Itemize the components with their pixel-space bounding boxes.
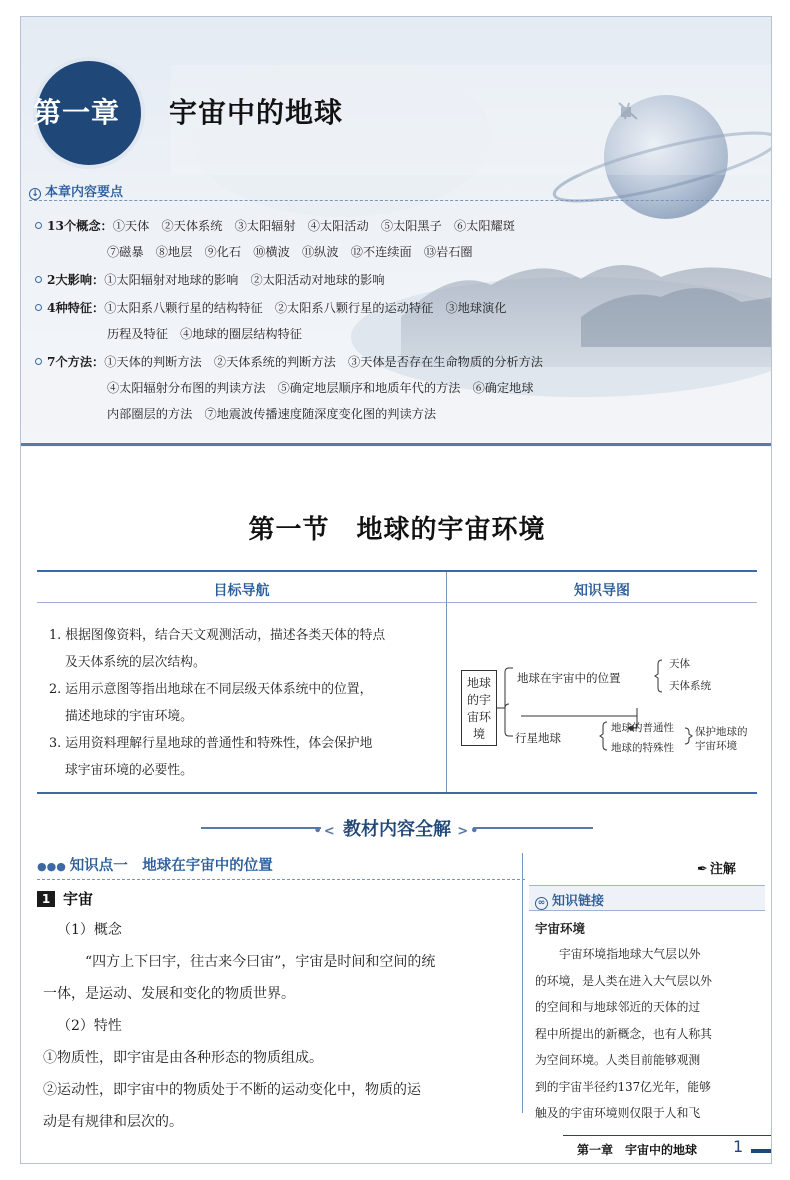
summary-text: 内部圈层的方法 ⑦地震波传播速度随深度变化图的判读方法	[107, 407, 437, 421]
goal-item-line: 球宇宙环境的必要性。	[65, 763, 193, 778]
summary-text: ⑦磁暴 ⑧地层 ⑨化石 ⑩横波 ⑪纵波 ⑫不连续面 ⑬岩石圈	[107, 245, 473, 259]
content-heading-text: 教材内容全解	[343, 819, 451, 840]
knowledge-map-heading-rule	[447, 602, 757, 603]
goal-item-line: 描述地球的宇宙环境。	[65, 709, 193, 724]
body-line: 动是有规律和层次的。	[43, 1114, 183, 1130]
summary-line	[35, 213, 595, 239]
footer-rule	[563, 1135, 772, 1136]
body-line: （2）特性	[57, 1018, 122, 1034]
page-number: 1	[733, 1137, 744, 1156]
footer-chapter-text: 第一章 宇宙中的地球	[577, 1143, 698, 1157]
summary-group	[35, 267, 595, 293]
summary-group	[35, 349, 595, 427]
chapter-summary-heading	[29, 181, 123, 200]
knowledge-point-heading-text: 知识点一 地球在宇宙中的位置	[69, 858, 273, 874]
page	[20, 16, 772, 1164]
knowledge-map-leaf-specialness: 地球的特殊性	[611, 742, 674, 754]
footer-accent-bar	[751, 1149, 772, 1153]
summary-line	[35, 321, 595, 347]
summary-text: ④太阳辐射分布图的判读方法 ⑤确定地层顺序和地质年代的方法 ⑥确定地球	[107, 381, 534, 395]
goal-item-line: 1. 根据图像资料，结合天文观测活动，描述各类天体的特点	[49, 628, 386, 643]
knowledge-link-heading	[535, 890, 604, 910]
summary-line	[35, 295, 595, 321]
download-arrow-icon: ↓	[29, 188, 41, 200]
chapter-header-band	[21, 17, 772, 447]
navigation-box	[37, 570, 757, 794]
body-line: （1）概念	[57, 922, 122, 938]
summary-line	[35, 239, 595, 265]
sidebar-line: 宇宙环境指地球大气层以外	[559, 947, 701, 961]
body-line: 一体，是运动、发展和变化的物质世界。	[43, 986, 295, 1002]
summary-key: 4种特征：	[47, 301, 105, 315]
knowledge-map-branch-position: 地球在宇宙中的位置	[517, 671, 621, 685]
chapter-summary-list	[35, 213, 595, 429]
sidebar-line: 的空间和与地球邻近的天体的过	[535, 1000, 701, 1014]
sidebar-line: 到的宇宙半径约137亿光年，能够	[535, 1079, 711, 1094]
summary-key: 7个方法：	[47, 355, 105, 369]
chapter-title: 宇宙中的地球	[169, 96, 344, 129]
knowledge-map	[447, 612, 757, 792]
sidebar-line: 触及的宇宙环境则仅限于人和飞	[535, 1106, 701, 1120]
knowledge-point-heading	[37, 854, 273, 875]
subsection-number: 1	[37, 891, 55, 907]
goal-item-line: 及天体系统的层次结构。	[65, 655, 206, 670]
summary-line	[35, 349, 595, 375]
knowledge-map-leaf-ordinariness: 地球的普通性	[611, 722, 674, 734]
body-text	[43, 914, 533, 1138]
summary-text: ①太阳辐射对地球的影响 ②太阳活动对地球的影响	[104, 273, 385, 287]
sidebar-text	[535, 941, 765, 1127]
chapter-header-rule	[21, 443, 772, 446]
goal-list	[49, 622, 437, 784]
knowledge-map-result-line1: 保护地球的	[695, 726, 748, 738]
notes-heading	[697, 858, 736, 877]
content-heading	[21, 815, 772, 841]
summary-key: 13个概念：	[47, 219, 113, 233]
knowledge-map-root-text: 宙环	[466, 710, 491, 724]
knowledge-map-branch-planet-earth: 行星地球	[515, 731, 561, 745]
bullet-icon	[35, 358, 42, 365]
bullet-icon	[35, 222, 42, 229]
sidebar-line: 为空间环境。人类目前能够观测	[535, 1053, 701, 1067]
chapter-label: 第一章	[33, 96, 121, 129]
knowledge-map-heading: 知识导图	[574, 583, 630, 599]
sidebar-separator	[522, 853, 523, 1113]
summary-key: 2大影响：	[47, 273, 105, 287]
body-line: ①物质性，即宇宙是由各种形态的物质组成。	[43, 1050, 323, 1066]
bullet-icon	[35, 276, 42, 283]
knowledge-map-root-text: 的宇	[466, 693, 491, 707]
right-chevron-icon: >•	[457, 824, 481, 839]
section-title: 第一节 地球的宇宙环境	[248, 515, 546, 545]
pen-icon: ✒	[697, 862, 708, 877]
goals-heading: 目标导航	[213, 583, 270, 599]
bullet-icon	[35, 304, 42, 311]
knowledge-map-root-text: 地球	[466, 676, 491, 690]
sidebar-line: 程中所提出的新概念，也有人称其	[535, 1026, 712, 1041]
subsection-title: 宇宙	[63, 890, 94, 908]
subsection-heading	[37, 888, 93, 909]
knowledge-map-result-line2: 宇宙环境	[695, 740, 737, 752]
summary-group	[35, 213, 595, 265]
summary-text: 历程及特征 ④地球的圈层结构特征	[107, 327, 302, 341]
knowledge-point-rule	[37, 879, 525, 880]
droplets-icon: ●●●	[37, 860, 66, 873]
summary-line	[35, 267, 595, 293]
knowledge-map-leaf-celestial-body: 天体	[669, 658, 690, 670]
summary-text: ①太阳系八颗行星的结构特征 ②太阳系八颗行星的运动特征 ③地球演化	[104, 301, 507, 315]
goals-heading-rule	[37, 602, 446, 603]
body-line: ②运动性，即宇宙中的物质处于不断的运动变化中，物质的运	[43, 1082, 421, 1098]
summary-text: ①天体 ②天体系统 ③太阳辐射 ④太阳活动 ⑤太阳黑子 ⑥太阳耀斑	[112, 219, 515, 233]
link-icon: ∞	[535, 897, 548, 910]
summary-group	[35, 295, 595, 347]
notes-heading-text: 注解	[709, 862, 736, 877]
knowledge-map-root-text: 境	[472, 727, 485, 741]
goal-item-line: 3. 运用资料理解行星地球的普通性和特殊性，体会保护地	[49, 736, 373, 751]
summary-line	[35, 375, 595, 401]
body-line: “四方上下曰宇，往古来今曰宙”，宇宙是时间和空间的统	[85, 954, 436, 970]
sidebar-title: 宇宙环境	[535, 921, 586, 936]
knowledge-map-leaf-celestial-system: 天体系统	[669, 680, 711, 692]
chapter-summary-heading-text: 本章内容要点	[45, 185, 124, 200]
sidebar-line: 的环境，是人类在进入大气层以外	[535, 973, 712, 988]
left-chevron-icon: •<	[313, 824, 337, 839]
knowledge-map-root	[461, 670, 497, 746]
goal-item-line: 2. 运用示意图等指出地球在不同层级天体系统中的位置，	[49, 682, 373, 697]
summary-divider	[29, 200, 769, 201]
summary-text: ①天体的判断方法 ②天体系统的判断方法 ③天体是否存在生命物质的分析方法	[104, 355, 543, 369]
knowledge-link-heading-text: 知识链接	[552, 894, 605, 909]
summary-line	[35, 401, 595, 427]
